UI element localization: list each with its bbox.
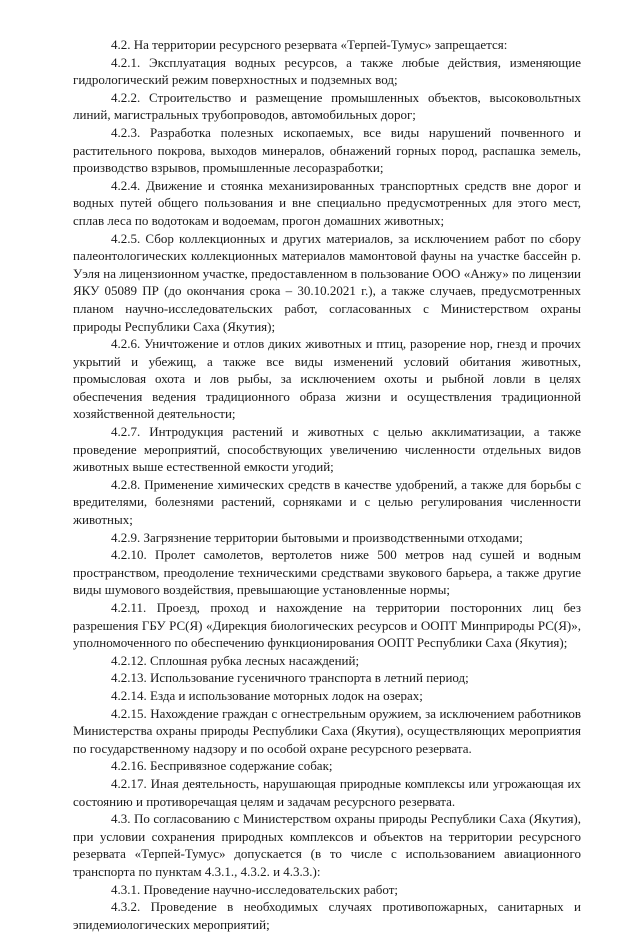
paragraph-4-2-8: 4.2.8. Применение химических средств в качестве удобрений, а также для борьбы с вредителями, болезнями растений, сорняками и с целью регулирования численности животных;: [73, 476, 581, 528]
paragraph-4-2-6: 4.2.6. Уничтожение и отлов диких животных и птиц, разорение нор, гнезд и прочих укрытий и убежищ, а также все виды изменений условий обитания животных, промысловая охота и лов рыбы, за исключением охоты и рыбной ловли в целях обеспечения ведения традиционного образа жизни и осуществления традиционной хозяйственной деятельности;: [73, 336, 581, 422]
paragraph-4-2-13: 4.2.13. Использование гусеничного транспорта в летний период;: [111, 670, 469, 686]
paragraph-4-2-16: 4.2.16. Беспривязное содержание собак;: [111, 758, 333, 774]
paragraph-4-2-9: 4.2.9. Загрязнение территории бытовыми и производственными отходами;: [111, 529, 523, 545]
paragraph-4-2-15: 4.2.15. Нахождение граждан с огнестрельным оружием, за исключением работников Министерства охраны природы Республики Саха (Якутия), осуществляющих мероприятия по государственному надзору и по особой охране ресурсного резервата.: [73, 705, 581, 756]
paragraph-4-2-4: 4.2.4. Движение и стоянка механизированных транспортных средств вне дорог и водных путей общего пользования и вне специально предусмотренных для этого мест, сплав леса по водотокам и водоемам, прогон домашних животных;: [73, 177, 581, 228]
paragraph-4-2-11: 4.2.11. Проезд, проход и нахождение на территории посторонних лиц без разрешения ГБУ РС(Я) «Дирекция биологических ресурсов и ООПТ Минприроды РС(Я)», уполномоченного по обеспечению функционирования ООПТ Республики Саха (Якутия);: [73, 600, 581, 651]
paragraph-4-2-7: 4.2.7. Интродукция растений и животных с целью акклиматизации, а также проведение мероприятий, способствующих увеличению численности отдельных видов животных выше естественной емкости угодий;: [73, 424, 581, 475]
paragraph-4-2: 4.2. На территории ресурсного резервата «Терпей-Тумус» запрещается:: [111, 37, 508, 52]
paragraph-4-2-12: 4.2.12. Сплошная рубка лесных насаждений;: [111, 652, 360, 668]
paragraph-4-3: 4.3. По согласованию с Министерством охраны природы Республики Саха (Якутия), при условии сохранения природных комплексов и объектов на территории ресурсного резервата «Терпей-Тумус» допускается (в то числе с использованием авиационного транспорта по пунктам 4.3.1., 4.3.2. и 4.3.3.):: [73, 811, 581, 879]
paragraph-4-2-3: 4.2.3. Разработка полезных ископаемых, все виды нарушений почвенного и растительного покрова, выходов минералов, обнажений горных пород, распашка земель, производство взрывов, промышленные лесоразработки;: [73, 124, 581, 176]
document-body: [73, 36, 581, 933]
paragraph-4-2-1: 4.2.1. Эксплуатация водных ресурсов, а также любые действия, изменяющие гидрологический режим поверхностных и подземных вод;: [73, 54, 581, 88]
paragraph-4-2-5: 4.2.5. Сбор коллекционных и других материалов, за исключением работ по сбору палеонтологических коллекционных материалов мамонтовой фауны на участке бассейн р. Уэля на лицензионном участке, предоставленном в пользование ООО «Анжу» по лицензии ЯКУ 05089 ПР (до окончания срока – 30.10.2021 г.), а также случаев, предусмотренных планом научно-исследовательских работ, согласованных с Министерством охраны природы Республики Саха (Якутия);: [73, 230, 581, 334]
paragraph-4-3-1: 4.3.1. Проведение научно-исследовательских работ;: [111, 881, 399, 897]
paragraph-4-2-14: 4.2.14. Езда и использование моторных лодок на озерах;: [111, 687, 423, 703]
paragraph-4-2-10: 4.2.10. Пролет самолетов, вертолетов ниже 500 метров над сушей и водным пространством, преодоление техническими средствами звукового барьера, а также другие виды шумового воздействия, превышающие установленные нормы;: [73, 547, 581, 598]
paragraph-4-3-2: 4.3.2. Проведение в необходимых случаях противопожарных, санитарных и эпидемиологических мероприятий;: [73, 899, 581, 932]
paragraph-4-2-17: 4.2.17. Иная деятельность, нарушающая природные комплексы или угрожающая их состоянию и противоречащая целям и задачам ресурсного резервата.: [73, 775, 581, 809]
paragraph-4-2-2: 4.2.2. Строительство и размещение промышленных объектов, высоковольтных линий, магистральных трубопроводов, автомобильных дорог;: [73, 89, 581, 123]
